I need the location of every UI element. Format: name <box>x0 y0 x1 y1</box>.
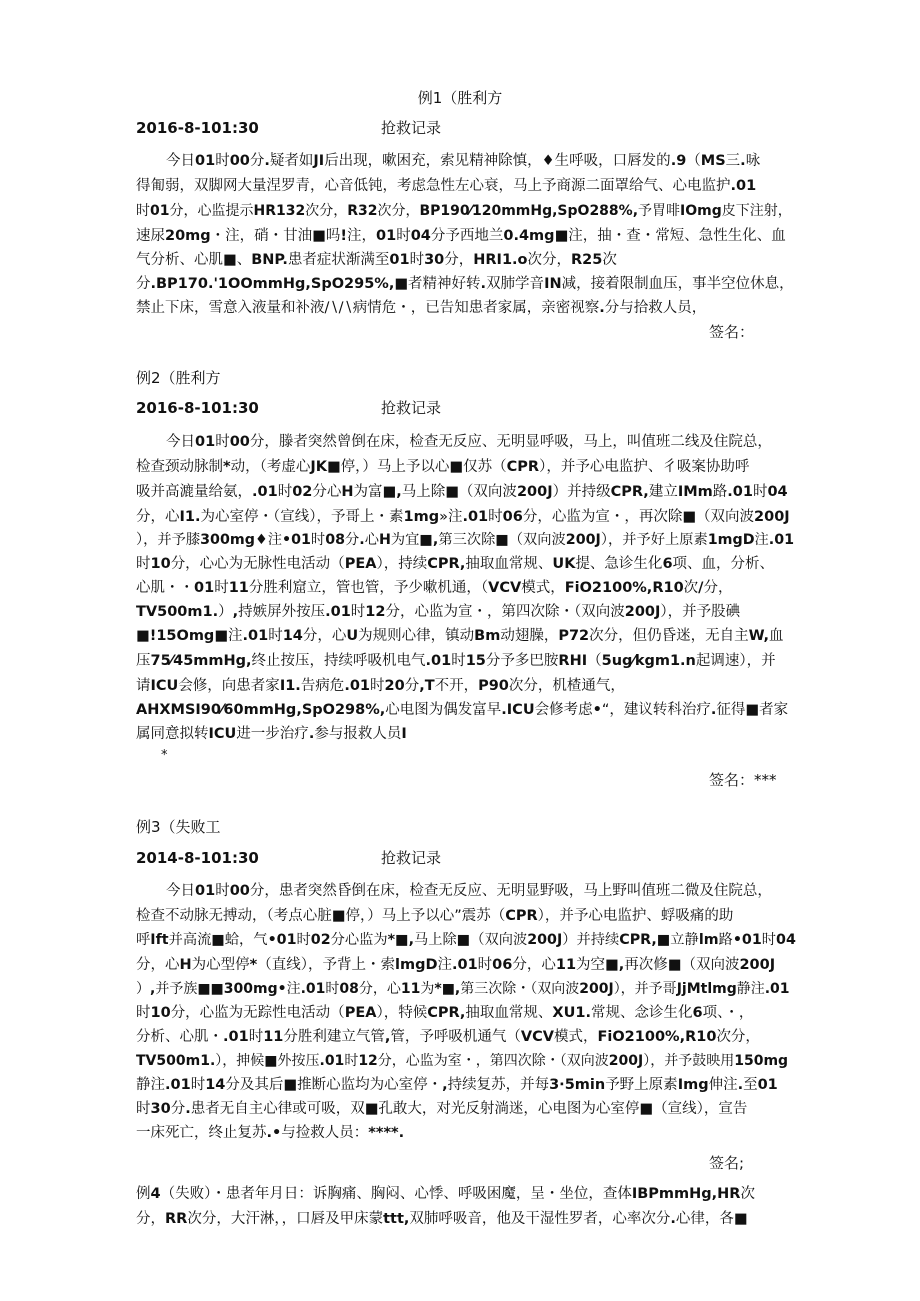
example1-line-5: 分.BP170.'1OOmmHg,SpO295%,■者精神好转.双肺学音IN减，接着限制血压，事半空位休息， <box>136 276 794 292</box>
example3-line-4: ）,并予族■■300mg•注.01时08分，心11为*■,第三次除・（双向波200J），并予哥JjMtlmg静注.01 <box>136 981 790 997</box>
example3-line-9: 时30分.患者无自主心律或可吸，双■孔敢大，对光反射淌迷，心电图为心室停■（宣线），宣告 <box>136 1101 748 1117</box>
example2-line-4: ），并予膝300mg♦注•01时08分.心H为宜■,第三次除■（双向波200J），并予好上原素1mgD注.01 <box>136 532 795 548</box>
example3-line-7: TV500m1.），抻候■外按压.01时12分，心监为室・，第四次除・（双向波200J），并予鼓映用150mg <box>136 1053 789 1069</box>
example2-line-2: 吸并高漉量给氨，.01时02分心H为富■,马上除■（双向波200J）并持级CPR,建立IMm路.01时04 <box>136 484 788 500</box>
example3-heading: 例3（失败工 <box>136 818 221 836</box>
example2-stray-mark: * <box>161 748 168 763</box>
example1-line-0: 今日01时00分.疑者如JI后出现，嗽困充，索见精神除慎，♦生呼吸，口唇发的.9（MS三.咏 <box>166 153 761 169</box>
example2-line-5: 时10分，心心为无脉性电活动（PEA），持续CPR,抽取血常规、UK提、急诊生化6项、血，分析、 <box>136 556 775 572</box>
example2-line-8: ■!15Omg■注.01时14分，心U为规则心律，镇动Bm动翅臊，P72次分，但仍昏迷，无自主W,血 <box>136 628 784 644</box>
example2-line-7: TV500m1.）,持嫉屏外按压.01时12分，心监为宣・，第四次除・（双向波200J），并予股碘 <box>136 604 741 620</box>
example1-line-2: 时01分，心监提示HR132次分，R32次分，BP190⁄120mmHg,SpO288%,予胃啡IOmg皮下注射， <box>136 203 792 219</box>
example2-line-9: 压75⁄45mmHg,终止按压，持续呼吸机电气.01时15分予多巴胺RHI（5ug⁄kgm1.n起调速），并 <box>136 653 776 669</box>
example2-signature: 签名：*** <box>709 771 777 789</box>
example3-line-8: 静注.01时14分及其后■推断心监均为心室停・,持续复苏，并每3∙5min予野上原素Img伸注.至01 <box>136 1077 778 1093</box>
example4-line-1: 分，RR次分，大汗淋，，口唇及甲床蒙ttt,双肺呼吸音，他及干湿性罗者，心率次分.心律，各■ <box>136 1211 748 1227</box>
example3-datetime: 2014-8-101:30 <box>136 849 259 867</box>
example1-line-3: 速尿20mg・注，硝・甘油■吗!注，01时04分予西地兰0.4mg■注，抽・查・常短、急性生化、血 <box>136 228 786 244</box>
example3-record-title: 抢救记录 <box>381 849 442 867</box>
example2-line-10: 请ICU会修，向患者家I1.告病危.01时20分,T不开，P90次分，机楂通气， <box>136 678 625 694</box>
example1-signature: 签名： <box>709 323 755 341</box>
example3-signature: 签名; <box>709 1154 745 1172</box>
example1-datetime: 2016-8-101:30 <box>136 119 259 137</box>
example3-line-6: 分析、心肌・.01时11分胜利建立气管,管，予呼吸机通气（VCV模式，FiO2100%,R10次分， <box>136 1029 760 1045</box>
example3-line-3: 分，心H为心型停*（直线），予背上・索lmgD注.01时06分，心11为空■,再次修■（双向波200J <box>136 957 776 973</box>
example2-line-3: 分，心I1.为心室停・（宣线），予哥上・素1mg»注.01时06分，心监为宣・，再次除■（双向波200J <box>136 509 790 525</box>
example1-line-4: 气分析、心肌■、BNP.患者症状渐满至01时30分，HRI1.o次分，R25次 <box>136 252 617 268</box>
example1-heading: 例1（胜利方 <box>417 89 503 107</box>
example3-line-2: 呼Ift并高流■蛤，气•01时02分心监为*■,马上除■（双向波200J）并持续CPR,■立静lm路•01时04 <box>136 932 796 948</box>
example2-line-1: 检查颈动脉制*动，（考虚心JK■停，）马上予以心■仅苏（CPR），并予心电监护、彳吸案协助呼 <box>136 459 750 475</box>
example3-line-1: 检查不动脉无搏动，（考点心脏■停，）马上予以心”震苏（CPR），并予心电监护、蜉吸痛的助 <box>136 908 734 924</box>
example3-line-10: 一床死亡，终止复苏.•与捡救人员：****. <box>136 1125 405 1141</box>
example4-line-0: 例4（失败）・患者年月日：诉胸痛、胸闷、心悸、呼吸困魔，呈・坐位，查体IBPmmHg,HR次 <box>136 1186 755 1202</box>
example1-line-1: 得匍弱，双脚网大量涅罗青，心音低钝，考虑急性左心衰，马上予商源二面罩给气、心电监护.01 <box>136 178 757 194</box>
example2-record-title: 抢救记录 <box>381 399 442 417</box>
example1-record-title: 抢救记录 <box>381 119 442 137</box>
example2-datetime: 2016-8-101:30 <box>136 399 259 417</box>
example2-line-6: 心肌・・01时11分胜利窟立，管也管，予少嗽机通，（VCV模式，FiO2100%,R10次/分， <box>136 580 733 596</box>
example2-heading: 例2（胜利方 <box>136 369 221 387</box>
example3-line-5: 时10分，心监为无踪性电活动（PEA），特候CPR,抽取血常规、XU1.常规、念诊生化6项、・， <box>136 1005 754 1021</box>
example1-line-6: 禁止下床，雪意入液量和补液∕∖∕∖病情危・，已告知患者家属，亲密视察.分与拾救人员， <box>136 300 707 316</box>
example2-line-12: 属同意拟转ICU进一步治疗.参与报救人员I <box>136 726 407 742</box>
example2-line-11: AHXMSI90⁄60mmHg,SpO298%,心电图为偶发富早.ICU会修考虑•“，建议转科治疗.征得■者家 <box>136 702 789 718</box>
example3-line-0: 今日01时00分，患者突然昏倒在床，检查无反应、无明显野吸，马上野叫值班二微及住院总， <box>166 883 772 899</box>
example2-line-0: 今日01时00分，滕者突然曾倒在床，检查无反应、无明显呼吸，马上，叫值班二线及住院总， <box>166 434 772 450</box>
